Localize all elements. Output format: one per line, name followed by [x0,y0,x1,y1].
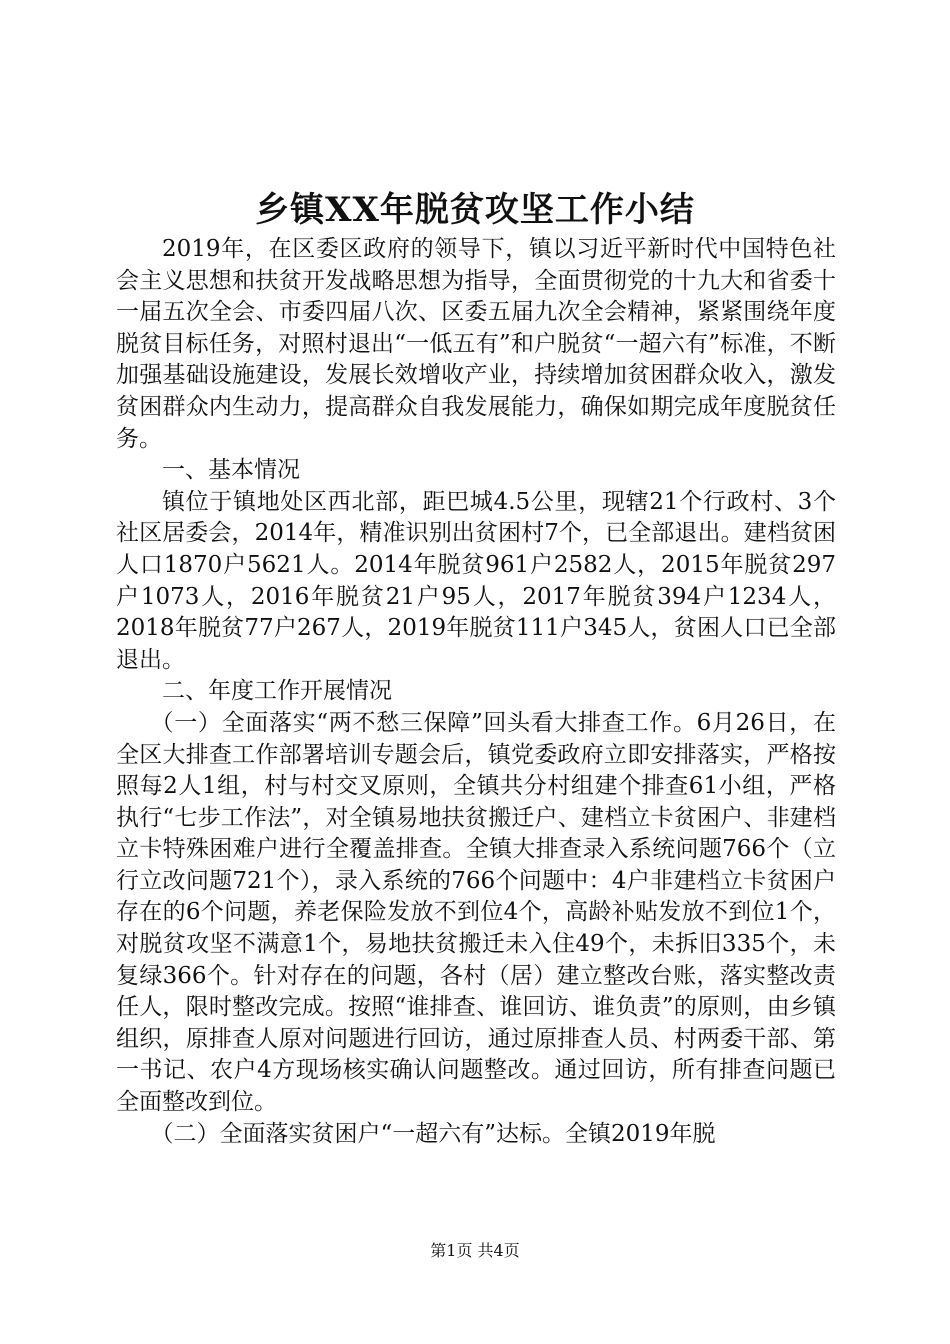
section-heading-basic: 一、基本情况 [162,457,300,484]
basic-info-paragraph: 镇位于镇地处区西北部，距巴城4.5公里，现辖21个行政村、3个社区居委会，2014年，精准识别出贫困村7个，已全部退出。建档贫困人口1870户5621人。2014年脱贫961户2582人，2015年脱贫297户1073人，2016年脱贫21户95人，2017年脱贫394户1234人，2018年脱贫77户267人，2019年脱贫111户345人，贫困人口已全部退出。 [116,488,836,673]
document-body [116,234,836,1150]
section-heading-work: 二、年度工作开展情况 [162,678,392,705]
work-item-1-paragraph: （一）全面落实“两不愁三保障”回头看大排查工作。6月26日，在全区大排查工作部署培训专题会后，镇党委政府立即安排落实，严格按照每2人1组，村与村交叉原则，全镇共分村组建个排查61小组，严格执行“七步工作法”，对全镇易地扶贫搬迁户、建档立卡贫困户、非建档立卡特殊困难户进行全覆盖排查。全镇大排查录入系统问题766个（立行立改问题721个），录入系统的766个问题中：4户非建档立卡贫困户存在的6个问题，养老保险发放不到位4个，高龄补贴发放不到位1个，对脱贫攻坚不满意1个，易地扶贫搬迁未入住49个，未拆旧335个，未复绿366个。针对存在的问题，各村（居）建立整改台账，落实整改责任人，限时整改完成。按照“谁排查、谁回访、谁负责”的原则，由乡镇组织，原排查人原对问题进行回访，通过原排查人员、村两委干部、第一书记、农户4方现场核实确认问题整改。通过回访，所有排查问题已全面整改到位。 [116,709,836,1116]
intro-paragraph: 2019年，在区委区政府的领导下，镇以习近平新时代中国特色社会主义思想和扶贫开发战略思想为指导，全面贯彻党的十九大和省委十一届五次全会、市委四届八次、区委五届九次全会精神，紧紧围绕年度脱贫目标任务，对照村退出“一低五有”和户脱贫“一超六有”标准，不断加强基础设施建设，发展长效增收产业，持续增加贫困群众收入，激发贫困群众内生动力，提高群众自我发展能力，确保如期完成年度脱贫任务。 [116,236,836,452]
work-item-2-paragraph: （二）全面落实贫困户“一超六有”达标。全镇2019年脱 [150,1120,716,1147]
page-footer: 第1页 共4页 [430,1241,520,1260]
document-title: 乡镇XX年脱贫攻坚工作小结 [255,190,695,230]
